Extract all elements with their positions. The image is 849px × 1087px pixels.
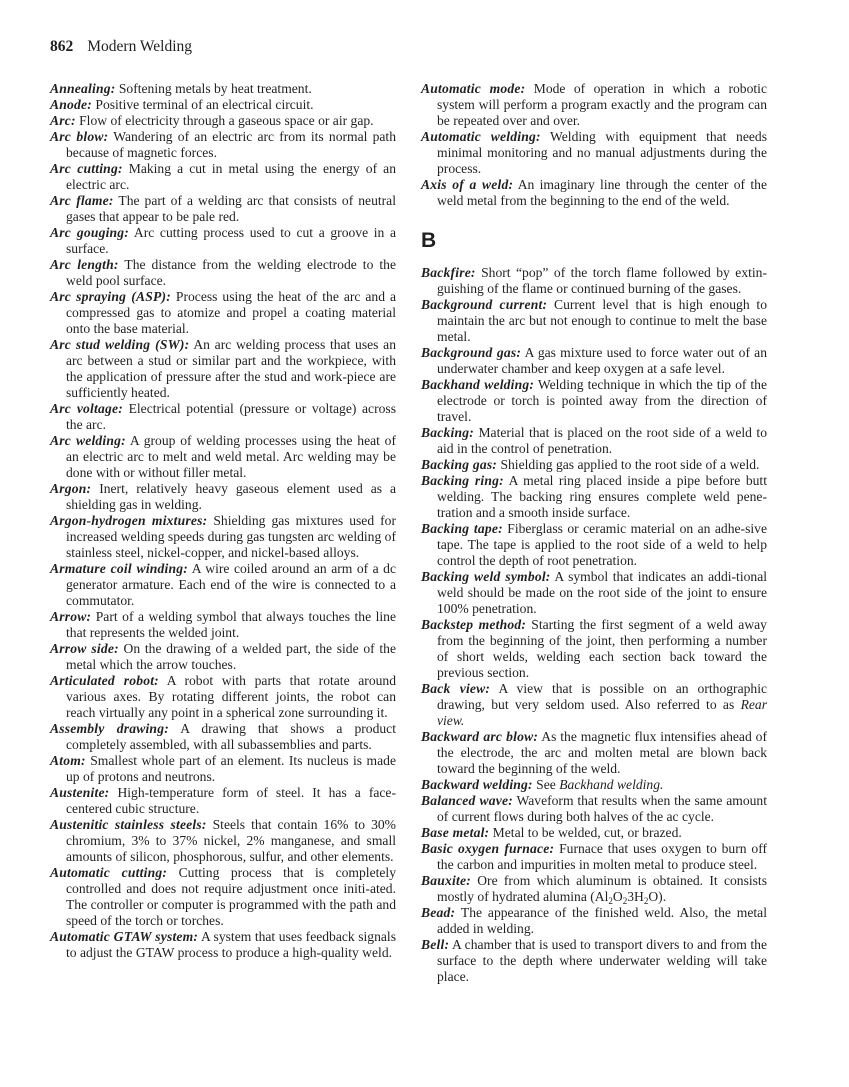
glossary-entry bbox=[421, 841, 767, 873]
glossary-definition: Shielding gas mixtures used for increased welding speeds during gas tungsten arc welding of stainless steel, nickel-copper, and nickel-based alloys. bbox=[66, 513, 396, 560]
glossary-entry bbox=[50, 929, 396, 961]
glossary-definition: A system that uses feedback signals to adjust the GTAW process to produce a high-quality weld. bbox=[66, 929, 396, 960]
glossary-definition: Starting the first segment of a weld away from the beginning of the joint, then performing a number of short welds, welding each section back toward the previous section. bbox=[437, 617, 767, 680]
glossary-definition: A gas mixture used to force water out of an underwater chamber and keep oxygen at a safe level. bbox=[437, 345, 768, 376]
glossary-entry bbox=[421, 729, 767, 777]
glossary-term: Backing ring: bbox=[421, 473, 504, 488]
glossary-definition: A chamber that is used to transport divers to and from the surface to the depth where underwater welding will take place. bbox=[437, 937, 767, 984]
glossary-term: Backing: bbox=[421, 425, 474, 440]
left-column bbox=[50, 81, 396, 961]
glossary-definition: O bbox=[612, 889, 623, 904]
glossary-entry bbox=[50, 81, 396, 97]
glossary-entry bbox=[50, 225, 396, 257]
glossary-definition: Welding technique in which the tip of the electrode or torch is pointed away from the direction of travel. bbox=[437, 377, 768, 424]
glossary-definition: Current level that is high enough to maintain the arc but not enough to continue to melt the base metal. bbox=[437, 297, 767, 344]
glossary-entry bbox=[421, 617, 767, 681]
glossary-definition: Mode of operation in which a robotic system will perform a program exactly and the program can be repeated over and over. bbox=[437, 81, 767, 128]
glossary-entry bbox=[50, 97, 396, 113]
glossary-definition: High-temperature form of steel. It has a face-centered cubic structure. bbox=[66, 785, 396, 816]
glossary-term: Backfire: bbox=[421, 265, 476, 280]
glossary-definition: A drawing that shows a product completely assembled, with all subassemblies and parts. bbox=[66, 721, 396, 752]
glossary-term: Arc flame: bbox=[50, 193, 114, 208]
glossary-term: Arc length: bbox=[50, 257, 119, 272]
glossary-definition: A metal ring placed inside a pipe before butt welding. The backing ring ensures complete weld pene-tration and a smooth inside surface. bbox=[437, 473, 767, 520]
glossary-term: Arrow: bbox=[50, 609, 92, 624]
glossary-definition: A robot with parts that rotate around various axes. By rotating different joints, the robot can reach virtually any point in a spherical zone surrounding it. bbox=[66, 673, 397, 720]
glossary-entry bbox=[50, 673, 396, 721]
page-number: 862 bbox=[50, 38, 74, 55]
glossary-term: Backing weld symbol: bbox=[421, 569, 551, 584]
glossary-definition: Arc cutting process used to cut a groove in a surface. bbox=[66, 225, 396, 256]
glossary-definition: Cutting process that is completely controlled and does not require adjustment once initi-ated. The controller or computer is programmed with the path and speed of the torch or torches. bbox=[66, 865, 396, 928]
glossary-definition: The appearance of the finished weld. Also, the metal added in welding. bbox=[437, 905, 767, 936]
glossary-definition: 3H bbox=[627, 889, 644, 904]
glossary-entry bbox=[421, 569, 767, 617]
glossary-term: Axis of a weld: bbox=[421, 177, 514, 192]
glossary-entry bbox=[421, 129, 767, 177]
glossary-term: Austenitic stainless steels: bbox=[50, 817, 207, 832]
running-header bbox=[50, 38, 192, 56]
glossary-definition: Fiberglass or ceramic material on an adhe-sive tape. The tape is applied to the root side of a weld to help control the depth of root penetration. bbox=[437, 521, 767, 568]
glossary-definition: Inert, relatively heavy gaseous element used as a shielding gas in welding. bbox=[66, 481, 396, 512]
glossary-definition: See bbox=[532, 777, 560, 792]
glossary-definition: O). bbox=[648, 889, 667, 904]
glossary-definition: Positive terminal of an electrical circuit. bbox=[91, 97, 314, 112]
glossary-entry bbox=[50, 161, 396, 193]
glossary-term: Arc: bbox=[50, 113, 76, 128]
glossary-entry bbox=[50, 401, 396, 433]
glossary-definition: Short “pop” of the torch flame followed by extin-guishing of the flame or continued burning of the gases. bbox=[437, 265, 767, 296]
glossary-entry bbox=[421, 377, 767, 425]
glossary-entry bbox=[421, 777, 767, 793]
section-heading-b: B bbox=[421, 229, 437, 252]
glossary-term: Armature coil winding: bbox=[50, 561, 189, 576]
glossary-definition: Softening metals by heat treatment. bbox=[115, 81, 312, 96]
glossary-definition: A wire coiled around an arm of a dc generator armature. Each end of the wire is connected to a commutator. bbox=[66, 561, 396, 608]
glossary-definition: Metal to be welded, cut, or brazed. bbox=[489, 825, 682, 840]
glossary-entry bbox=[50, 257, 396, 289]
glossary-term: Backing gas: bbox=[421, 457, 498, 472]
glossary-entry bbox=[50, 785, 396, 817]
glossary-definition: Process using the heat of the arc and a compressed gas to atomize and propel a coating material onto the base material. bbox=[66, 289, 397, 336]
glossary-definition: Furnace that uses oxygen to burn off the carbon and impurities in molten metal to produce steel. bbox=[437, 841, 767, 872]
glossary-entry bbox=[421, 825, 767, 841]
right-column bbox=[421, 81, 767, 985]
glossary-definition: Part of a welding symbol that always touches the line that represents the welded joint. bbox=[66, 609, 396, 640]
glossary-entry bbox=[50, 817, 396, 865]
glossary-term: Assembly drawing: bbox=[50, 721, 169, 736]
glossary-entry bbox=[421, 177, 767, 209]
glossary-term: Automatic cutting: bbox=[50, 865, 168, 880]
glossary-term: Arrow side: bbox=[50, 641, 119, 656]
glossary-entry bbox=[50, 113, 396, 129]
a-entries-continued bbox=[421, 81, 767, 209]
glossary-entry bbox=[50, 513, 396, 561]
glossary-term: Arc stud welding (SW): bbox=[50, 337, 190, 352]
glossary-entry bbox=[50, 289, 396, 337]
subscript: 2 bbox=[622, 896, 628, 906]
glossary-entry bbox=[421, 297, 767, 345]
glossary-term: Backhand welding: bbox=[421, 377, 535, 392]
glossary-entry bbox=[50, 481, 396, 513]
glossary-term: Backward welding: bbox=[421, 777, 533, 792]
glossary-term: Arc voltage: bbox=[50, 401, 123, 416]
glossary-entry bbox=[421, 793, 767, 825]
glossary-term: Arc spraying (ASP): bbox=[50, 289, 171, 304]
glossary-definition: Steels that contain 16% to 30% chromium, 3% to 37% nickel, 2% manganese, and small amounts of silicon, phosphorous, sulfur, and other elements. bbox=[66, 817, 396, 864]
glossary-term: Basic oxygen furnace: bbox=[421, 841, 555, 856]
glossary-term: Bell: bbox=[421, 937, 450, 952]
glossary-definition: The part of a welding arc that consists of neutral gases that appear to be pale red. bbox=[66, 193, 396, 224]
glossary-entry bbox=[421, 937, 767, 985]
glossary-entry bbox=[50, 337, 396, 401]
glossary-entry bbox=[421, 681, 767, 729]
glossary-entry bbox=[421, 81, 767, 129]
glossary-entry bbox=[50, 641, 396, 673]
glossary-term: Automatic welding: bbox=[421, 129, 541, 144]
glossary-entry bbox=[421, 905, 767, 937]
glossary-entry bbox=[50, 721, 396, 753]
glossary-definition: A view that is possible on an orthographic drawing, but very seldom used. Also referred to as bbox=[437, 681, 768, 712]
glossary-definition: Welding with equipment that needs minimal monitoring and no manual adjustments during the process. bbox=[437, 129, 767, 176]
glossary-entry bbox=[421, 345, 767, 377]
glossary-entry bbox=[50, 865, 396, 929]
subscript: 2 bbox=[643, 896, 649, 906]
glossary-entry bbox=[421, 265, 767, 297]
glossary-entry bbox=[50, 193, 396, 225]
glossary-term: Background current: bbox=[421, 297, 548, 312]
glossary-term: Annealing: bbox=[50, 81, 116, 96]
glossary-definition: A symbol that indicates an addi-tional weld should be made on the root side of the joint to ensure 100% penetration. bbox=[437, 569, 767, 616]
b-entries bbox=[421, 265, 767, 985]
glossary-entry bbox=[421, 457, 767, 473]
glossary-term: Arc blow: bbox=[50, 129, 109, 144]
glossary-definition: The distance from the welding electrode to the weld pool surface. bbox=[66, 257, 396, 288]
cross-reference: Rear view. bbox=[437, 697, 767, 728]
glossary-term: Background gas: bbox=[421, 345, 522, 360]
glossary-term: Atom: bbox=[50, 753, 86, 768]
book-title: Modern Welding bbox=[87, 38, 193, 55]
glossary-definition: Shielding gas applied to the root side of a weld. bbox=[497, 457, 760, 472]
glossary-entry bbox=[50, 129, 396, 161]
glossary-term: Argon: bbox=[50, 481, 92, 496]
cross-reference: Backhand welding. bbox=[559, 777, 664, 792]
glossary-definition: Waveform that results when the same amount of current flows during both halves of the ac cycle. bbox=[437, 793, 767, 824]
glossary-definition: On the drawing of a welded part, the side of the metal which the arrow touches. bbox=[66, 641, 396, 672]
glossary-term: Anode: bbox=[50, 97, 92, 112]
glossary-entry bbox=[50, 609, 396, 641]
glossary-term: Backstep method: bbox=[421, 617, 527, 632]
glossary-term: Arc cutting: bbox=[50, 161, 123, 176]
glossary-definition: A group of welding processes using the heat of an electric arc to melt and weld metal. Arc welding may be done with or without filler metal. bbox=[66, 433, 396, 480]
glossary-entry bbox=[50, 753, 396, 785]
subscript: 2 bbox=[608, 896, 613, 906]
glossary-entry bbox=[421, 873, 767, 905]
glossary-definition: Electrical potential (pressure or voltage) across the arc. bbox=[66, 401, 396, 432]
glossary-definition: Ore from which aluminum is obtained. It consists mostly of hydrated alumina (Al bbox=[437, 873, 767, 904]
glossary-term: Bauxite: bbox=[421, 873, 471, 888]
glossary-definition: Flow of electricity through a gaseous space or air gap. bbox=[75, 113, 374, 128]
glossary-entry bbox=[50, 433, 396, 481]
glossary-term: Arc gouging: bbox=[50, 225, 130, 240]
glossary-term: Balanced wave: bbox=[421, 793, 513, 808]
glossary-entry bbox=[421, 425, 767, 457]
glossary-entry bbox=[50, 561, 396, 609]
glossary-term: Bead: bbox=[421, 905, 456, 920]
glossary-term: Argon-hydrogen mixtures: bbox=[50, 513, 208, 528]
glossary-term: Austenite: bbox=[50, 785, 110, 800]
glossary-definition: Smallest whole part of an element. Its nucleus is made up of protons and neutrons. bbox=[66, 753, 396, 784]
glossary-definition: Making a cut in metal using the energy of an electric arc. bbox=[66, 161, 397, 192]
glossary-term: Backing tape: bbox=[421, 521, 503, 536]
glossary-term: Backward arc blow: bbox=[421, 729, 539, 744]
glossary-term: Back view: bbox=[421, 681, 491, 696]
glossary-entry bbox=[421, 473, 767, 521]
glossary-definition: Material that is placed on the root side of a weld to aid in the control of penetration. bbox=[437, 425, 767, 456]
glossary-definition: An arc welding process that uses an arc between a stud or similar part and the workpiece, with the application of pressure after the stud and work-piece are sufficiently heated. bbox=[66, 337, 397, 400]
glossary-term: Base metal: bbox=[421, 825, 490, 840]
glossary-entry bbox=[421, 521, 767, 569]
glossary-term: Arc welding: bbox=[50, 433, 126, 448]
glossary-term: Automatic mode: bbox=[421, 81, 526, 96]
glossary-definition: As the magnetic flux intensifies ahead of the electrode, the arc and molten metal are blown back toward the beginning of the weld. bbox=[437, 729, 767, 776]
glossary-term: Automatic GTAW system: bbox=[50, 929, 199, 944]
glossary-definition: Wandering of an electric arc from its normal path because of magnetic forces. bbox=[66, 129, 396, 160]
glossary-term: Articulated robot: bbox=[50, 673, 159, 688]
glossary-definition: An imaginary line through the center of the weld metal from the beginning to the end of the weld. bbox=[437, 177, 767, 208]
